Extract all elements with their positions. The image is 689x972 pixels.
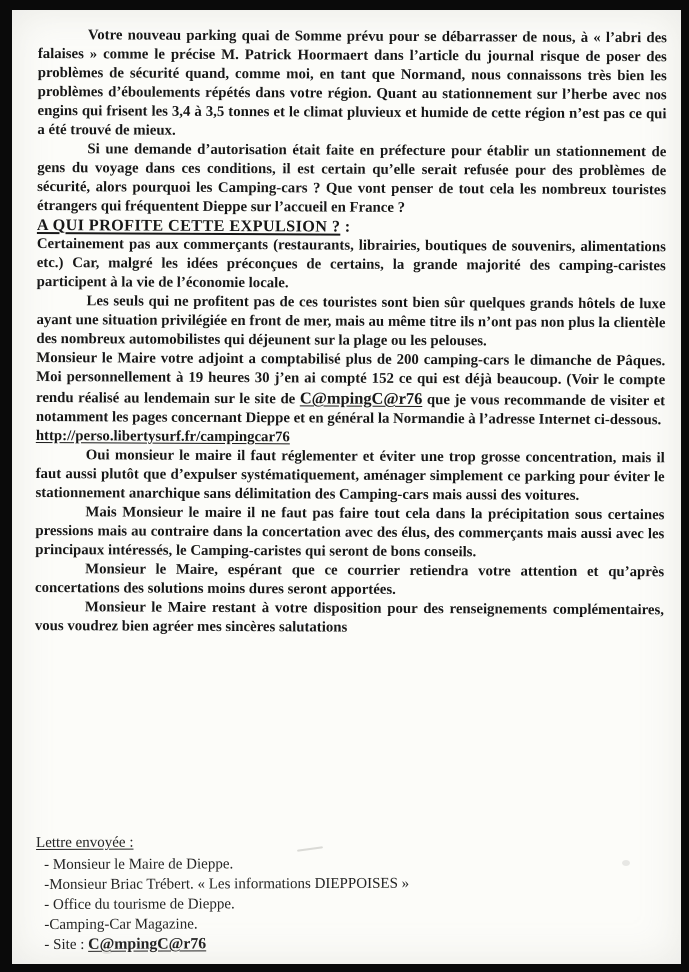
recipient-office-tourisme: - Office du tourisme de Dieppe.: [44, 896, 235, 913]
site-line-label: - Site :: [44, 936, 89, 953]
section-heading-text: A QUI PROFITE CETTE EXPULSION ?: [36, 215, 341, 236]
recipient-briac-trebert: -Monsieur Briac Trébert. « Les informations DIEPPOISES »: [44, 875, 410, 893]
paragraph-concertation: Mais Monsieur le maire il ne faut pas faire tout cela dans la précipitation sous certaines pressions mais au contraire dans la concertation avec des élus, des commerçants mais aussi avec les principaux intéressés, le Camping-caristes qui seront de bons conseils.: [35, 504, 665, 561]
campingcar76-site-mention: C@mpingC@r76: [299, 388, 423, 409]
paragraph-parking-falaises: Votre nouveau parking quai de Somme prévu pour se débarrasser de nous, à « l’abri des falaises » comme le précise M. Patrick Hoormaert dans l’article du journal risque de poser des problèmes de sécurité quand, comme moi, en tant que Normand, nous connaissons très bien les problèmes d’éboulements répétés dans votre région. Quant au stationnement sur l’herbe avec nos engins qui frisent les 3,4 à 3,5 tonnes et le climat pluvieux et humide de cette région n’est pas ce qui a été trouvé de mieux.: [37, 27, 667, 139]
paragraph-autorisation-prefecture: Si une demande d’autorisation était faite en préfecture pour établir un stationnement de gens du voyage dans ces conditions, il est certain qu’elle serait refusée pour des problèmes de sécurité, alors pourquoi les Camping-cars ? Que vont penser de tout cela les nombreux touristes étrangers qui fréquentent Dieppe sur l’accueil en France ?: [37, 141, 667, 216]
recipient-site-line: [36, 934, 409, 955]
paragraph-attention: Monsieur le Maire, espérant que ce courrier retiendra votre attention et qu’après concertations des solutions moins dures seront apportées.: [35, 561, 665, 598]
paragraph-reglementer: Oui monsieur le maire il faut réglementer et éviter une trop grosse concentration, mais il faut aussi plutôt que d’expulser systématiquement, aménager simplement ce parking pour éviter le stationnement anarchique sans délimitation des Camping-cars mais aussi des voitures.: [35, 447, 665, 504]
campingcar76-url: http://perso.libertysurf.fr/campingcar76: [35, 427, 290, 446]
campingcar76-site-footer: C@mpingC@r76: [88, 935, 207, 953]
recipient-maire-dieppe: - Monsieur le Maire de Dieppe.: [44, 856, 234, 873]
letter-body: [35, 26, 667, 639]
paragraph-comptage-after: que je vous recommande de visiter et notamment les pages concernant Dieppe et en général la Normandie à l’adresse Internet ci-dessous.: [35, 392, 666, 429]
scan-artifact: [622, 860, 630, 866]
section-heading-colon: :: [340, 217, 351, 236]
paragraph-comptage: [36, 349, 665, 430]
letter-footer: [36, 832, 409, 955]
footer-heading: Lettre envoyée :: [36, 834, 134, 851]
letter-paper: [12, 10, 681, 964]
recipient-campingcar-magazine: -Camping-Car Magazine.: [44, 916, 198, 933]
paragraph-commercants: Certainement pas aux commerçants (restaurants, librairies, boutiques de souvenirs, alimentations etc.) Car, malgré les idées préconçues de certains, la grande majorité des camping-caristes participent à la vie de l’économie locale.: [36, 235, 666, 292]
paragraph-salutations: Monsieur le Maire restant à votre disposition pour des renseignements complémentaires, vous voudrez bien agréer mes sincères salutations: [34, 599, 664, 636]
paragraph-comptage-before: Monsieur le Maire votre adjoint a comptabilisé plus de 200 camping-cars le dimanche de Pâques. Moi personnellement à 19 heures 30 j’en ai compté 152 ce qui est déjà beaucoup. (Voir le compte rendu réalisé au lendemain sur le site de: [36, 349, 666, 408]
paragraph-hotels-luxe: Les seuls qui ne profitent pas de ces touristes sont bien sûr quelques grands hôtels de luxe ayant une situation privilégiée en front de mer, mais au même titre ils n’ont pas non plus la clientèle des nombreux automobilistes qui déjeunent sur la plage ou les pelouses.: [36, 293, 666, 350]
